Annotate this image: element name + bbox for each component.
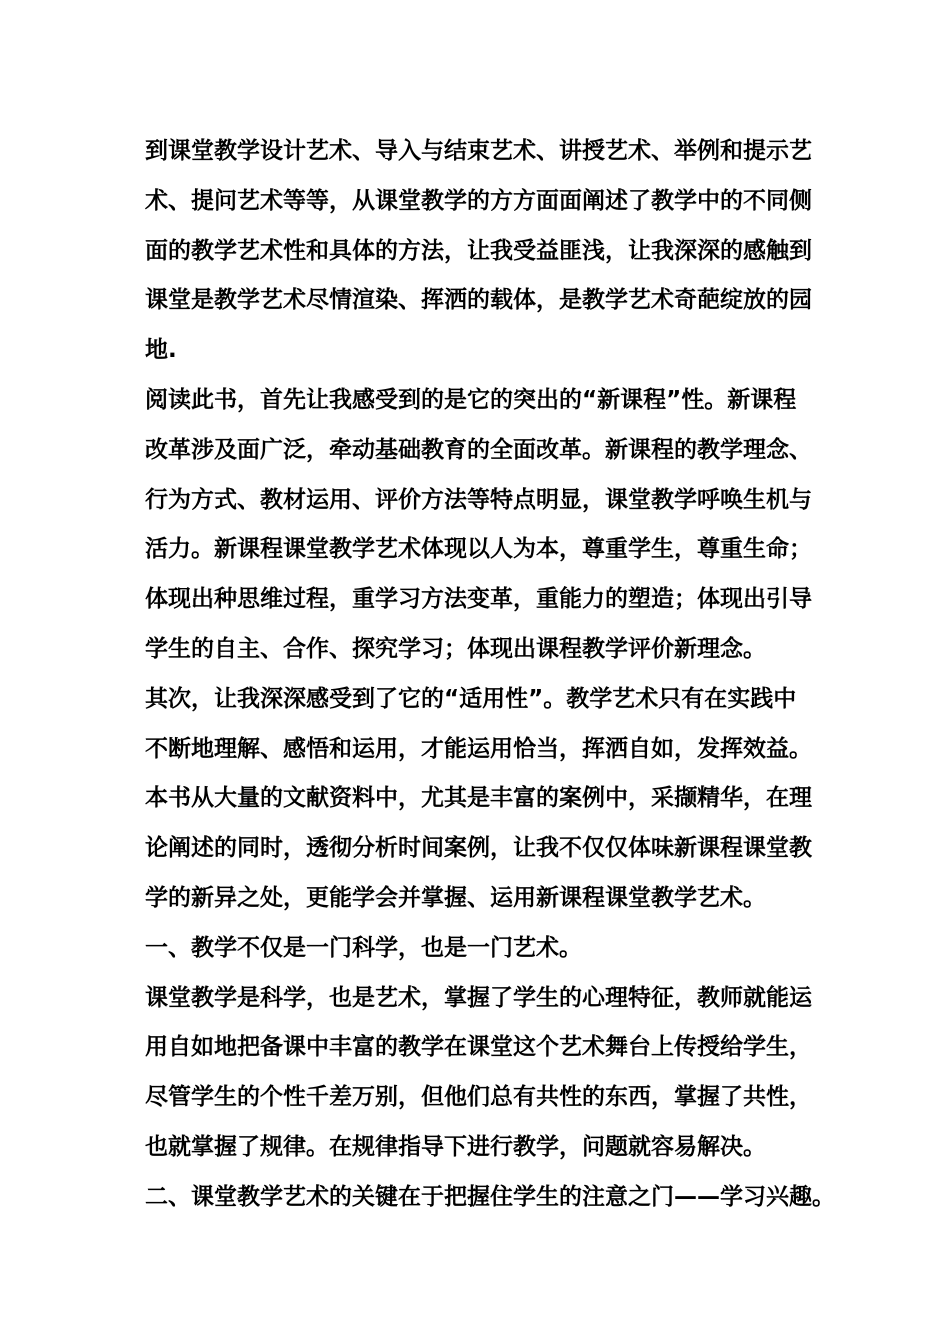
text-line: 活力。新课程课堂教学艺术体现以人为本，尊重学生，尊重生命； xyxy=(145,536,812,563)
section-heading: 一、教学不仅是一门科学，也是一门艺术。 xyxy=(145,934,582,961)
text-line: 到课堂教学设计艺术、导入与结束艺术、讲授艺术、举例和提示艺 xyxy=(145,138,812,164)
text-line: 学生的自主、合作、探究学习；体现出课程教学评价新理念。 xyxy=(145,635,766,662)
text-line: 不断地理解、感悟和运用，才能运用恰当，挥洒自如，发挥效益。 xyxy=(145,735,812,762)
text-line: 论阐述的同时，透彻分析时间案例，让我不仅仅体味新课程课堂教 xyxy=(145,835,812,862)
text-line: 课堂是教学艺术尽情渲染、挥洒的载体，是教学艺术奇葩绽放的园 xyxy=(145,287,812,314)
text-line: 用自如地把备课中丰富的教学在课堂这个艺术舞台上传授给学生， xyxy=(145,1034,812,1061)
text-line: 行为方式、教材运用、评价方法等特点明显，课堂教学呼唤生机与 xyxy=(145,486,812,513)
text-line: 地. xyxy=(145,337,177,364)
text-line: 其次，让我深深感受到了它的“适用性”。教学艺术只有在实践中 xyxy=(145,685,797,712)
text-line: 尽管学生的个性千差万别，但他们总有共性的东西，掌握了共性， xyxy=(145,1084,812,1111)
section-heading: 二、课堂教学艺术的关键在于把握住学生的注意之门——学习兴趣。 xyxy=(145,1183,835,1210)
text-line: 也就掌握了规律。在规律指导下进行教学，问题就容易解决。 xyxy=(145,1133,766,1160)
text-line: 改革涉及面广泛，牵动基础教育的全面改革。新课程的教学理念、 xyxy=(145,436,812,463)
text-line: 本书从大量的文献资料中，尤其是丰富的案例中，采撷精华，在理 xyxy=(145,785,812,812)
text-line: 学的新异之处，更能学会并掌握、运用新课程课堂教学艺术。 xyxy=(145,884,766,911)
text-line: 课堂教学是科学，也是艺术，掌握了学生的心理特征，教师就能运 xyxy=(145,984,812,1011)
body-text xyxy=(145,127,835,1223)
text-line: 阅读此书，首先让我感受到的是它的突出的“新课程”性。新课程 xyxy=(145,386,797,413)
text-line: 术、提问艺术等等，从课堂教学的方方面面阐述了教学中的不同侧 xyxy=(145,187,812,214)
text-line: 面的教学艺术性和具体的方法，让我受益匪浅，让我深深的感触到 xyxy=(145,237,812,264)
text-line: 体现出种思维过程，重学习方法变革，重能力的塑造；体现出引导 xyxy=(145,586,812,613)
